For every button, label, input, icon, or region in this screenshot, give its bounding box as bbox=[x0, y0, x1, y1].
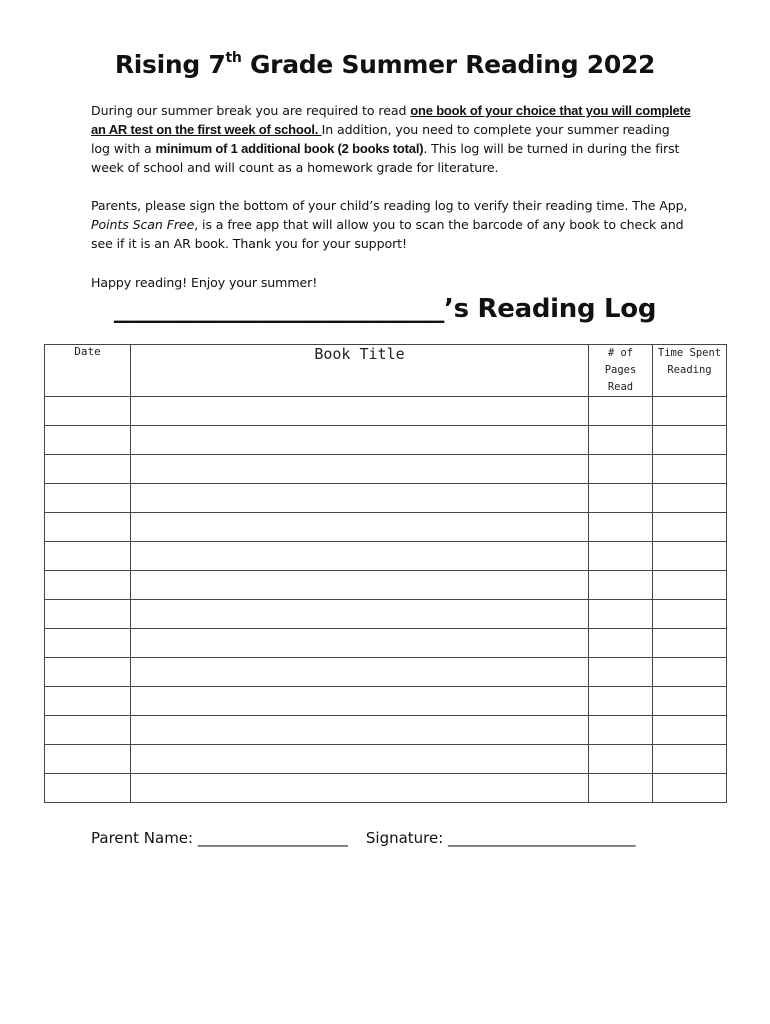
pages-read-cell[interactable] bbox=[589, 745, 653, 774]
book-title-cell[interactable] bbox=[131, 658, 589, 687]
parents-paragraph bbox=[91, 196, 691, 253]
time-spent-cell[interactable] bbox=[653, 774, 727, 803]
header-date: Date bbox=[45, 345, 131, 397]
header-pages-read bbox=[589, 345, 653, 397]
book-title-cell[interactable] bbox=[131, 484, 589, 513]
header-time-spent bbox=[653, 345, 727, 397]
time-spent-cell[interactable] bbox=[653, 426, 727, 455]
parents-text-2: , is a free app that will allow you to scan the barcode of any book to check and see if it is an AR book. Thank you for your support! bbox=[91, 217, 684, 251]
date-cell[interactable] bbox=[45, 571, 131, 600]
date-cell[interactable] bbox=[45, 426, 131, 455]
app-name: Points Scan Free bbox=[91, 217, 195, 232]
time-spent-cell[interactable] bbox=[653, 484, 727, 513]
date-cell[interactable] bbox=[45, 745, 131, 774]
pages-read-cell[interactable] bbox=[589, 687, 653, 716]
header-time-line2: Reading bbox=[667, 364, 712, 376]
date-cell[interactable] bbox=[45, 513, 131, 542]
book-title-cell[interactable] bbox=[131, 455, 589, 484]
table-row bbox=[45, 455, 727, 484]
book-title-cell[interactable] bbox=[131, 542, 589, 571]
pages-read-cell[interactable] bbox=[589, 484, 653, 513]
header-book-title: Book Title bbox=[131, 345, 589, 397]
time-spent-cell[interactable] bbox=[653, 629, 727, 658]
table-row bbox=[45, 774, 727, 803]
intro-text-3: . This log will be turned in during the first week of school and will count as a homework grade for literature. bbox=[91, 141, 680, 175]
table-row bbox=[45, 687, 727, 716]
pages-read-cell[interactable] bbox=[589, 571, 653, 600]
pages-read-cell[interactable] bbox=[589, 774, 653, 803]
book-title-cell[interactable] bbox=[131, 745, 589, 774]
title-superscript: th bbox=[225, 49, 242, 66]
header-pages-line1: # of Pages bbox=[604, 347, 637, 376]
parents-text: Parents, please sign the bottom of your child’s reading log to verify their reading time. The App, bbox=[91, 198, 688, 213]
date-cell[interactable] bbox=[45, 716, 131, 745]
book-title-cell[interactable] bbox=[131, 687, 589, 716]
parent-name-field[interactable]: Parent Name: ____________________ bbox=[91, 829, 348, 847]
intro-text-2: In addition, you need to complete your summer reading log with a bbox=[91, 122, 670, 156]
signature-line bbox=[91, 829, 636, 847]
book-title-cell[interactable] bbox=[131, 774, 589, 803]
time-spent-cell[interactable] bbox=[653, 745, 727, 774]
pages-read-cell[interactable] bbox=[589, 455, 653, 484]
pages-read-cell[interactable] bbox=[589, 426, 653, 455]
table-row bbox=[45, 426, 727, 455]
table-row bbox=[45, 716, 727, 745]
pages-read-cell[interactable] bbox=[589, 629, 653, 658]
pages-read-cell[interactable] bbox=[589, 542, 653, 571]
page-title bbox=[0, 50, 770, 79]
title-text: Rising 7 bbox=[114, 50, 226, 79]
table-row bbox=[45, 600, 727, 629]
date-cell[interactable] bbox=[45, 600, 131, 629]
reading-log-table bbox=[44, 344, 727, 803]
table-row bbox=[45, 571, 727, 600]
intro-text: During our summer break you are required to read bbox=[91, 103, 411, 118]
intro-requirement: one book of your choice that you will complete an AR test on the first week of school. bbox=[91, 103, 691, 137]
book-title-cell[interactable] bbox=[131, 716, 589, 745]
pages-read-cell[interactable] bbox=[589, 716, 653, 745]
happy-reading-line: Happy reading! Enjoy your summer! bbox=[91, 275, 318, 290]
date-cell[interactable] bbox=[45, 397, 131, 426]
book-title-cell[interactable] bbox=[131, 397, 589, 426]
time-spent-cell[interactable] bbox=[653, 455, 727, 484]
book-title-cell[interactable] bbox=[131, 600, 589, 629]
book-title-cell[interactable] bbox=[131, 426, 589, 455]
book-title-cell[interactable] bbox=[131, 513, 589, 542]
book-title-cell[interactable] bbox=[131, 629, 589, 658]
header-pages-line2: Read bbox=[607, 381, 634, 393]
table-row bbox=[45, 513, 727, 542]
time-spent-cell[interactable] bbox=[653, 542, 727, 571]
pages-read-cell[interactable] bbox=[589, 513, 653, 542]
title-text-rest: Grade Summer Reading 2022 bbox=[241, 50, 656, 79]
header-time-line1: Time Spent bbox=[657, 347, 722, 359]
table-row bbox=[45, 658, 727, 687]
date-cell[interactable] bbox=[45, 455, 131, 484]
time-spent-cell[interactable] bbox=[653, 397, 727, 426]
table-header-row bbox=[45, 345, 727, 397]
table-row bbox=[45, 397, 727, 426]
date-cell[interactable] bbox=[45, 687, 131, 716]
time-spent-cell[interactable] bbox=[653, 600, 727, 629]
time-spent-cell[interactable] bbox=[653, 658, 727, 687]
intro-minimum: minimum of 1 additional book (2 books total) bbox=[155, 141, 424, 156]
pages-read-cell[interactable] bbox=[589, 600, 653, 629]
time-spent-cell[interactable] bbox=[653, 513, 727, 542]
pages-read-cell[interactable] bbox=[589, 397, 653, 426]
date-cell[interactable] bbox=[45, 629, 131, 658]
table-row bbox=[45, 745, 727, 774]
table-row bbox=[45, 629, 727, 658]
date-cell[interactable] bbox=[45, 542, 131, 571]
date-cell[interactable] bbox=[45, 658, 131, 687]
date-cell[interactable] bbox=[45, 774, 131, 803]
table-row bbox=[45, 542, 727, 571]
time-spent-cell[interactable] bbox=[653, 687, 727, 716]
intro-paragraph bbox=[91, 101, 691, 177]
time-spent-cell[interactable] bbox=[653, 571, 727, 600]
book-title-cell[interactable] bbox=[131, 571, 589, 600]
pages-read-cell[interactable] bbox=[589, 658, 653, 687]
table-row bbox=[45, 484, 727, 513]
time-spent-cell[interactable] bbox=[653, 716, 727, 745]
reading-log-title: __________________________’s Reading Log bbox=[113, 294, 657, 324]
signature-field[interactable]: Signature: _________________________ bbox=[365, 829, 636, 847]
date-cell[interactable] bbox=[45, 484, 131, 513]
reading-log-body bbox=[45, 397, 727, 803]
